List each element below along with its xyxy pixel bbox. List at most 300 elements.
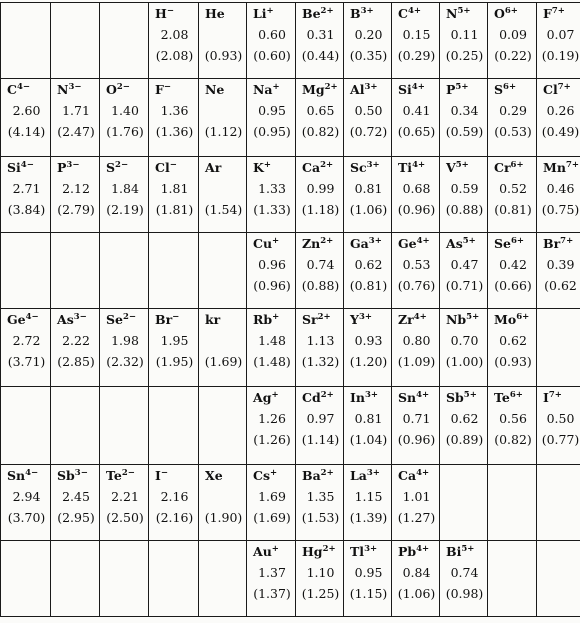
crystal-radius-value: (0.19) [541,48,580,63]
crystal-radius-value: (2.47) [57,124,95,139]
crystal-radius-value: (0.89) [445,432,484,447]
ion-charge: 5+ [466,312,480,322]
element-symbol: Hg [302,544,323,559]
ion-symbol [444,387,485,408]
ion-symbol [104,465,146,486]
element-symbol: Ti [398,160,413,175]
crystal-radius-value: (1.54) [204,202,243,217]
crystal-radius-value: (2.08) [155,48,194,63]
element-symbol: Sc [350,160,367,175]
ion-cell [247,157,296,233]
crystal-radius-value: (0.22) [494,48,532,63]
ion-cell [1,309,51,387]
ionic-radius-value: 0.53 [402,257,431,272]
element-symbol: In [350,390,365,405]
ion-symbol [153,465,196,486]
crystal-radius-value: (1.06) [397,586,436,601]
ion-charge: 3+ [358,312,372,322]
ionic-radius-value [203,330,244,351]
ion-charge: − [166,6,174,16]
ion-cell [296,465,344,541]
ion-cell [488,3,537,79]
ion-cell [537,233,580,309]
ion-symbol [444,233,485,254]
crystal-radius-value: (1.53) [301,510,340,525]
ionic-radius-value: 0.71 [402,411,431,426]
crystal-radius-value: (0.59) [445,124,484,139]
crystal-radius-value: (1.26) [253,432,291,447]
ion-charge: 2+ [317,312,331,322]
ion-cell-body [541,3,580,75]
element-symbol: Mg [302,82,325,97]
crystal-radius-value: (0.96) [397,432,436,447]
crystal-radius-value: (0.29) [397,48,436,63]
ion-charge: 2+ [322,544,336,554]
ion-cell [149,157,199,233]
ion-cell [440,3,488,79]
ion-cell-body [492,157,534,229]
ionic-radius-value: 0.50 [354,103,383,118]
crystal-radius-value: (0.65) [397,124,436,139]
ion-charge: 3+ [368,236,382,246]
ion-charge: 4+ [412,160,426,170]
crystal-radius-value: (0.75) [541,202,580,217]
ion-symbol [541,79,580,100]
ionic-radius-value: 0.39 [546,257,575,272]
ion-cell [537,387,580,465]
ion-charge: 2− [116,82,130,92]
ion-symbol [55,157,97,178]
empty-cell [1,387,51,465]
crystal-radius-value: (0.62 [544,278,577,293]
ionic-radius-value: 0.42 [499,257,527,272]
element-symbol: N [446,6,458,21]
ion-cell [344,157,392,233]
ion-symbol [300,233,341,254]
crystal-radius-value: (1.06) [349,202,388,217]
ion-cell [1,79,51,157]
ion-symbol [541,233,580,254]
ion-symbol [251,233,293,254]
ion-cell [51,79,100,157]
empty-cell [537,465,580,541]
element-symbol: C [398,6,408,21]
ion-charge: 2− [122,312,137,322]
ionic-radius-value: 1.84 [111,181,139,196]
ion-cell-body [541,233,580,305]
ionic-radius-value: 0.62 [354,257,383,272]
ion-symbol [492,309,534,330]
ion-symbol [492,3,534,24]
element-symbol: Se [106,312,123,327]
table-row [1,541,580,617]
element-symbol: Br [543,236,561,251]
ion-cell-body [251,309,293,381]
crystal-radius-value: (0.98) [445,586,484,601]
crystal-radius-value: (1.20) [349,354,388,369]
ion-symbol [300,157,341,178]
crystal-radius-value: (0.25) [445,48,484,63]
ionic-radius-value: 1.13 [306,333,335,348]
ionic-radius-value: 2.22 [62,333,90,348]
ionic-radius-value: 0.09 [499,27,527,42]
ionic-radius-value: 1.40 [111,103,139,118]
ion-cell [247,309,296,387]
ionic-radius-value: 1.15 [354,489,383,504]
element-symbol: Sr [302,312,318,327]
ion-cell-body [300,79,341,151]
empty-cell [51,541,100,617]
ion-charge: 2− [121,468,135,478]
ion-charge: 5+ [462,236,476,246]
ionic-radius-value: 0.80 [402,333,431,348]
crystal-radius-value: (2.50) [106,510,144,525]
ionic-radius-value: 1.48 [258,333,286,348]
element-symbol: He [205,6,225,21]
ion-charge: 4+ [416,390,430,400]
crystal-radius-value: (1.15) [349,586,388,601]
ion-charge: 7+ [560,236,574,246]
empty-cell [51,3,100,79]
ion-symbol [203,3,244,24]
ionic-radius-value: 0.81 [354,411,383,426]
ion-symbol [348,541,389,562]
ion-cell-body [444,309,485,381]
ionic-radius-value: 2.45 [62,489,90,504]
ionic-radius-value: 0.41 [402,103,431,118]
crystal-radius-value: (3.71) [7,354,46,369]
ionic-radius-value: 0.74 [450,565,479,580]
ion-symbol [348,387,389,408]
element-symbol: Ca [398,468,417,483]
ion-cell [247,387,296,465]
ionic-radius-value [203,178,244,199]
ion-symbol [396,3,437,24]
ion-cell-body [396,309,437,381]
ion-cell [247,79,296,157]
ion-cell-body [104,309,146,381]
ionic-radius-value: 1.95 [160,333,189,348]
ion-cell [199,157,247,233]
ion-symbol [541,157,580,178]
ion-charge: + [266,6,274,16]
element-symbol: Cd [302,390,321,405]
ion-cell-body [396,3,437,75]
ionic-radius-value: 1.10 [306,565,335,580]
crystal-radius-value: (1.90) [204,510,243,525]
empty-cell [51,387,100,465]
ion-cell-body [444,387,485,459]
ion-cell [1,157,51,233]
crystal-radius-value: (0.95) [253,124,291,139]
ion-cell [392,233,440,309]
ion-cell-body [492,233,534,305]
ion-symbol [444,541,485,562]
ionic-radius-value: 2.21 [111,489,139,504]
ion-symbol [55,465,97,486]
ion-symbol [5,79,48,100]
ion-symbol [251,387,293,408]
ionic-radius-value: 0.97 [306,411,335,426]
ion-cell-body [396,233,437,305]
ion-symbol [492,157,534,178]
ion-symbol [300,541,341,562]
element-symbol: Bi [446,544,462,559]
ion-cell [344,233,392,309]
ion-symbol [300,79,341,100]
ion-symbol [396,233,437,254]
ion-cell-body [55,465,97,537]
ion-charge: 3+ [360,6,374,16]
ionic-radius-value: 0.20 [354,27,383,42]
ion-cell [537,3,580,79]
ion-symbol [492,387,534,408]
ion-symbol [203,309,244,330]
ion-cell [344,3,392,79]
ionic-radius-value: 0.56 [499,411,527,426]
crystal-radius-value: (1.27) [397,510,436,525]
ionic-radii-table [0,2,580,617]
ion-cell [440,157,488,233]
table-row [1,79,580,157]
ion-cell-body [203,3,244,75]
ion-charge: 3− [66,160,80,170]
element-symbol: C [7,82,17,97]
ion-cell-body [300,387,341,459]
ion-symbol [251,465,293,486]
ion-charge: 6+ [503,82,517,92]
empty-cell [51,233,100,309]
element-symbol: O [106,82,117,97]
ionic-radius-value: 1.33 [258,181,286,196]
ion-cell-body [348,157,389,229]
crystal-radius-value: (2.79) [57,202,95,217]
ion-cell-body [5,309,48,381]
ion-symbol [492,233,534,254]
ion-cell-body [348,3,389,75]
crystal-radius-value: (1.36) [155,124,194,139]
ion-cell [100,157,149,233]
crystal-radius-value: (3.84) [7,202,46,217]
ion-cell [296,79,344,157]
element-symbol: Cl [155,160,170,175]
ion-cell-body [444,3,485,75]
crystal-radius-value: (1.18) [301,202,340,217]
ion-charge: 6+ [516,312,530,322]
ionic-radius-value: 0.96 [258,257,286,272]
ion-symbol [5,157,48,178]
element-symbol: F [155,82,164,97]
element-symbol: Cu [253,236,273,251]
ion-symbol [55,79,97,100]
table-row [1,387,580,465]
element-symbol: As [446,236,463,251]
ion-charge: − [163,82,171,92]
ion-cell [344,541,392,617]
ion-charge: 5+ [461,544,475,554]
ion-symbol [5,465,48,486]
element-symbol: N [57,82,69,97]
ion-charge: 6+ [510,160,524,170]
ion-cell-body [444,79,485,151]
element-symbol: F [543,6,552,21]
ion-cell-body [5,79,48,151]
ion-charge: 4+ [416,468,430,478]
ion-cell-body [348,79,389,151]
ionic-radius-value: 0.11 [450,27,479,42]
ion-symbol [251,157,293,178]
empty-cell [199,387,247,465]
element-symbol: K [253,160,264,175]
empty-cell [100,3,149,79]
element-symbol: Ga [350,236,369,251]
element-symbol: S [494,82,504,97]
crystal-radius-value: (1.81) [155,202,194,217]
element-symbol: Cl [543,82,558,97]
ion-charge: 4− [16,82,30,92]
ion-cell-body [348,309,389,381]
crystal-radius-value: (2.19) [106,202,144,217]
ion-charge: 6+ [510,236,525,246]
crystal-radius-value: (0.76) [397,278,436,293]
crystal-radius-value: (2.85) [57,354,95,369]
ionic-radius-value: 0.68 [402,181,431,196]
ion-charge: 4− [20,160,34,170]
ion-cell-body [55,79,97,151]
ion-cell-body [153,79,196,151]
element-symbol: Br [155,312,173,327]
ion-charge: 3− [73,312,87,322]
element-symbol: Nb [446,312,467,327]
ion-symbol [396,465,437,486]
ion-cell-body [203,309,244,381]
ion-symbol [55,309,97,330]
ion-cell-body [541,157,580,229]
element-symbol: Zr [398,312,414,327]
table-row [1,233,580,309]
ion-cell-body [55,309,97,381]
element-symbol: Li [253,6,267,21]
ion-symbol [444,3,485,24]
element-symbol: Au [253,544,272,559]
crystal-radius-value: (1.95) [155,354,194,369]
ion-cell [488,233,537,309]
ion-cell-body [492,79,534,151]
ion-cell-body [300,3,341,75]
element-symbol: Zn [302,236,321,251]
ion-symbol [251,79,293,100]
ion-charge: 2− [115,160,129,170]
element-symbol: B [350,6,361,21]
ion-symbol [348,3,389,24]
table-row [1,3,580,79]
ion-charge: 2+ [320,160,334,170]
ion-symbol [251,3,293,24]
crystal-radius-value: (2.32) [106,354,144,369]
ion-cell-body [396,79,437,151]
ion-charge: 4+ [416,544,430,554]
ion-symbol [203,157,244,178]
ion-charge: + [271,390,279,400]
ion-cell-body [251,387,293,459]
ionic-radius-value: 0.62 [450,411,479,426]
ion-cell-body [348,541,389,613]
ion-cell-body [104,157,146,229]
ionic-radius-value: 0.34 [450,103,479,118]
ionic-radius-value: 0.52 [499,181,527,196]
ionic-radius-value: 1.98 [111,333,139,348]
ion-symbol [153,157,196,178]
element-symbol: Sb [57,468,75,483]
ion-charge: 2+ [320,390,334,400]
crystal-radius-value: (0.60) [253,48,291,63]
ion-cell [296,387,344,465]
ion-charge: 5+ [455,82,469,92]
ion-cell [392,3,440,79]
element-symbol: Si [7,160,21,175]
ion-charge: 7+ [565,160,579,170]
empty-cell [488,465,537,541]
ion-cell-body [541,387,580,459]
ion-charge: 5+ [455,160,469,170]
ion-cell-body [396,157,437,229]
ion-cell-body [104,465,146,537]
element-symbol: Ca [302,160,321,175]
crystal-radius-value: (1.14) [301,432,340,447]
crystal-radius-value: (0.82) [494,432,532,447]
ion-cell-body [5,157,48,229]
ion-symbol [300,465,341,486]
crystal-radius-value: (0.96) [253,278,291,293]
ion-cell [344,309,392,387]
crystal-radius-value: (1.25) [301,586,340,601]
ion-charge: + [272,236,280,246]
element-symbol: P [446,82,456,97]
crystal-radius-value: (0.53) [494,124,532,139]
ion-cell-body [348,387,389,459]
ion-cell [247,541,296,617]
ion-cell-body [251,233,293,305]
crystal-radius-value: (0.96) [397,202,436,217]
ionic-radius-value: 1.71 [62,103,90,118]
element-symbol: Ag [253,390,272,405]
ion-cell [247,3,296,79]
ion-cell [392,79,440,157]
ion-cell [199,465,247,541]
ionic-radius-value: 0.65 [306,103,335,118]
ion-charge: 4− [25,312,39,322]
ion-charge: + [263,160,271,170]
table-row [1,465,580,541]
ion-cell-body [444,233,485,305]
ion-cell-body [203,157,244,229]
ion-charge: 2+ [324,82,338,92]
element-symbol: I [155,468,161,483]
crystal-radius-value: (0.88) [445,202,484,217]
ion-cell [1,465,51,541]
ion-symbol [444,157,485,178]
ion-cell [100,309,149,387]
ion-cell-body [444,157,485,229]
crystal-radius-value: (3.70) [7,510,46,525]
element-symbol: P [57,160,67,175]
element-symbol: H [155,6,167,21]
ion-charge: 2+ [320,236,334,246]
ionic-radius-value: 1.37 [258,565,286,580]
crystal-radius-value: (1.04) [349,432,388,447]
element-symbol: Se [494,236,511,251]
ion-symbol [541,3,580,24]
